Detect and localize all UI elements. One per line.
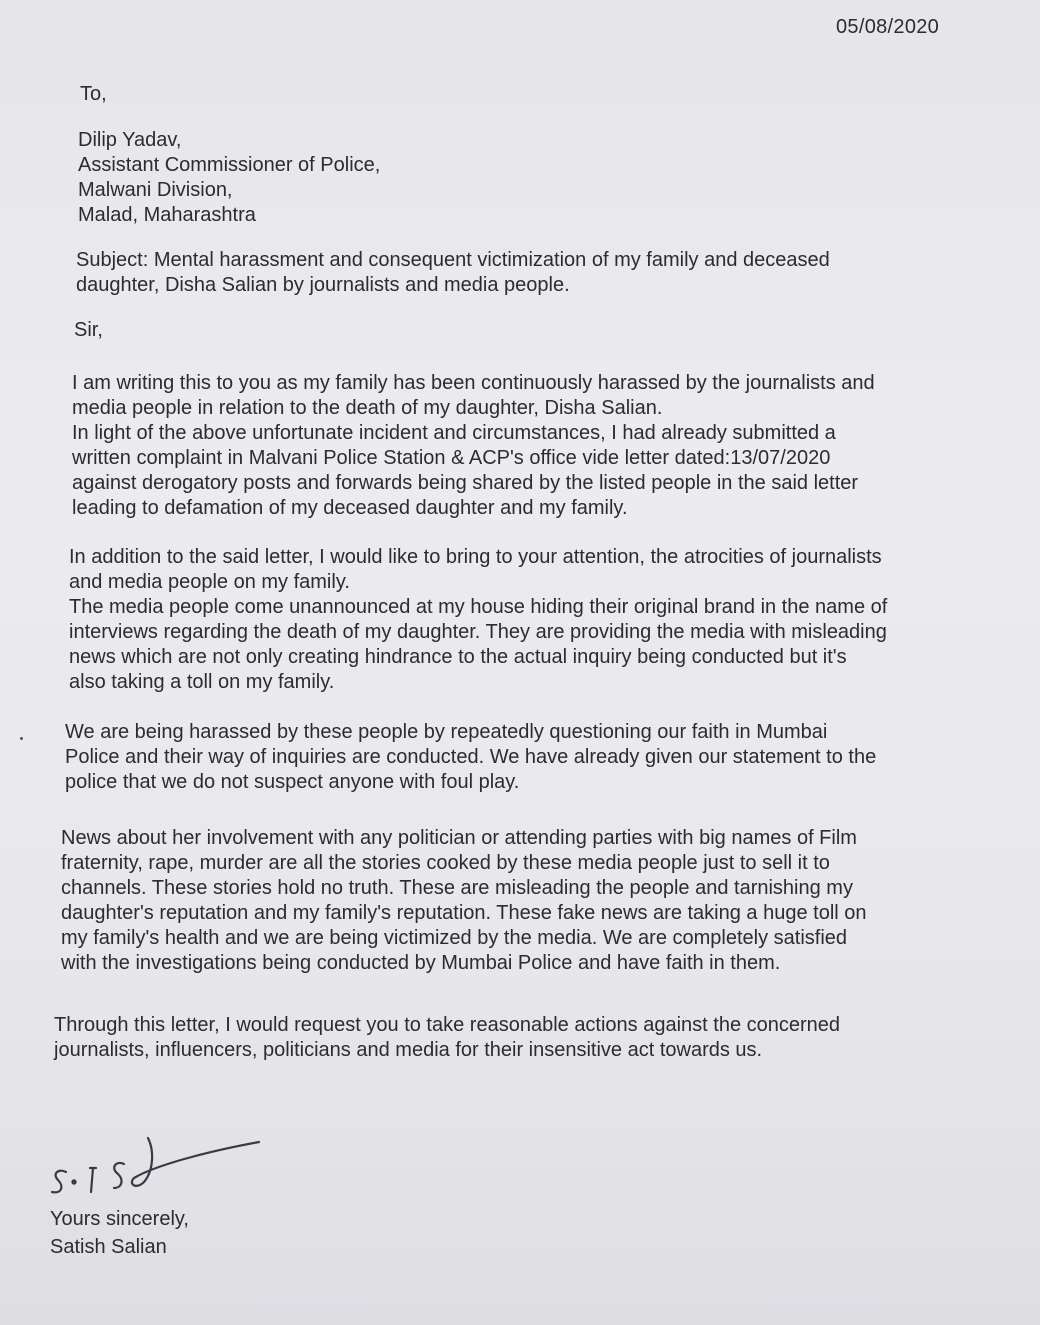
- paragraph-3: [65, 720, 876, 795]
- salutation: [74, 318, 103, 343]
- signature-stroke: [132, 1138, 259, 1186]
- paragraph-line: leading to defamation of my deceased daughter and my family.: [72, 497, 628, 519]
- recipient-title: Assistant Commissioner of Police,: [78, 154, 381, 176]
- paragraph-line: police that we do not suspect anyone with foul play.: [65, 771, 520, 793]
- signer-name-text: Satish Salian: [50, 1236, 167, 1258]
- stray-ink-mark: [20, 737, 23, 740]
- closing-text: Yours sincerely,: [50, 1208, 189, 1230]
- subject-line: Subject: Mental harassment and consequent victimization of my family and deceased: [76, 249, 830, 271]
- signature-dot: [72, 1180, 75, 1183]
- paragraph-line: daughter's reputation and my family's reputation. These fake news are taking a huge toll on: [61, 902, 867, 924]
- paragraph-line: also taking a toll on my family.: [69, 671, 335, 693]
- paragraph-line: with the investigations being conducted by Mumbai Police and have faith in them.: [61, 952, 781, 974]
- recipient-division: Malwani Division,: [78, 179, 233, 201]
- paragraph-line: channels. These stories hold no truth. These are misleading the people and tarnishing my: [61, 877, 853, 899]
- recipient-location: Malad, Maharashtra: [78, 204, 256, 226]
- paragraph-line: Through this letter, I would request you to take reasonable actions against the concerned: [54, 1014, 841, 1036]
- paragraph-5: [54, 1013, 840, 1063]
- closing: [50, 1207, 189, 1232]
- paragraph-line: News about her involvement with any politician or attending parties with big names of Film: [61, 827, 857, 849]
- paragraph-line: and media people on my family.: [69, 571, 350, 593]
- paragraph-line: We are being harassed by these people by repeatedly questioning our faith in Mumbai: [65, 721, 828, 743]
- letter-date: 05/08/2020: [836, 16, 940, 38]
- paragraph-line: against derogatory posts and forwards being shared by the listed people in the said letter: [72, 472, 859, 494]
- paragraph-2: [69, 545, 887, 695]
- signature-stroke: [52, 1171, 66, 1193]
- paragraph-line: written complaint in Malvani Police Station & ACP's office vide letter dated:13/07/2020: [72, 447, 831, 469]
- subject: [76, 248, 916, 298]
- paragraph-line: journalists, influencers, politicians and media for their insensitive act towards us.: [54, 1039, 763, 1061]
- paragraph-line: In light of the above unfortunate incident and circumstances, I had already submitted a: [72, 422, 836, 444]
- paragraph-line: media people in relation to the death of my daughter, Disha Salian.: [72, 397, 663, 419]
- paragraph-line: The media people come unannounced at my house hiding their original brand in the name of: [69, 596, 888, 618]
- paragraph-line: news which are not only creating hindrance to the actual inquiry being conducted but it's: [69, 646, 847, 668]
- signature-stroke: [90, 1168, 96, 1192]
- recipient-name: Dilip Yadav,: [78, 129, 182, 151]
- paragraph-4: [61, 826, 867, 976]
- paragraph-line: fraternity, rape, murder are all the stories cooked by these media people just to sell it to: [61, 852, 830, 874]
- paragraph-line: Police and their way of inquiries are conducted. We have already given our statement to the: [65, 746, 877, 768]
- signer-name: [50, 1235, 167, 1260]
- recipient-address: [78, 128, 380, 228]
- salutation-text: Sir,: [74, 319, 103, 341]
- to-label-text: To,: [80, 83, 107, 105]
- paragraph-line: interviews regarding the death of my daughter. They are providing the media with misleading: [69, 621, 887, 643]
- handwritten-signature: [44, 1130, 274, 1210]
- to-label: [80, 82, 107, 107]
- paragraph-line: I am writing this to you as my family has been continuously harassed by the journalists and: [72, 372, 875, 394]
- paragraph-line: my family's health and we are being victimized by the media. We are completely satisfied: [61, 927, 848, 949]
- subject-line: daughter, Disha Salian by journalists and media people.: [76, 274, 570, 296]
- paragraph-1: [72, 371, 875, 521]
- paragraph-line: In addition to the said letter, I would like to bring to your attention, the atrocities of journalists: [69, 546, 882, 568]
- signature-stroke: [114, 1163, 124, 1188]
